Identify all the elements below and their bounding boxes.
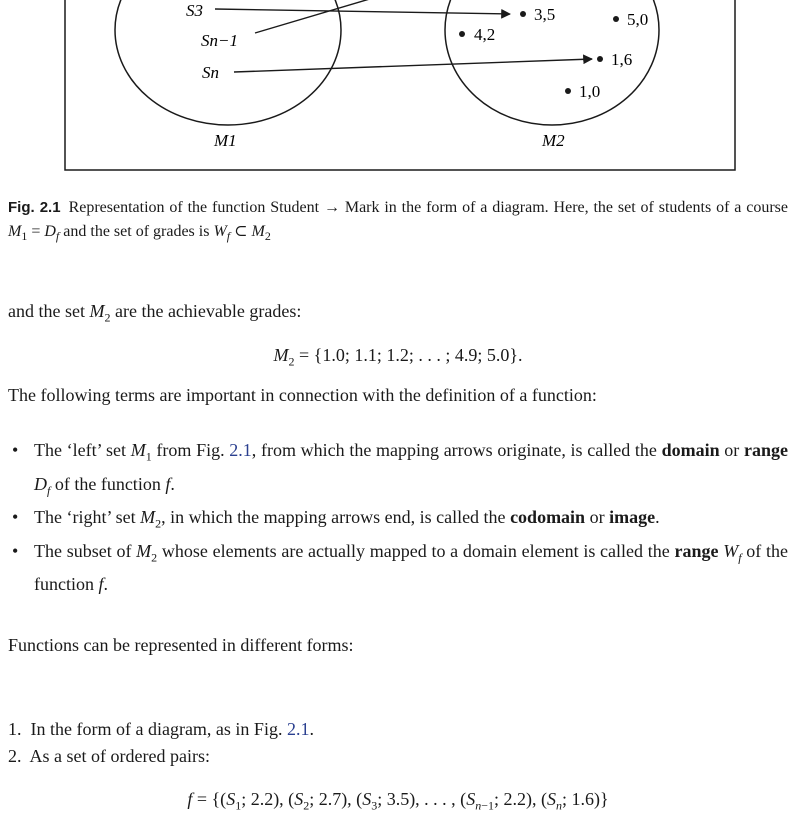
set-label-m2: M2	[542, 131, 565, 150]
point-4-2	[459, 31, 465, 37]
value-5-0: 5,0	[627, 10, 649, 29]
set-label-m1: M1	[214, 131, 237, 150]
bullet-list	[8, 437, 788, 598]
label-s3: S3	[186, 1, 203, 20]
numbered-list	[8, 716, 788, 770]
label-sn: Sn	[202, 63, 219, 82]
point-1-0	[565, 88, 571, 94]
point-1-6	[597, 56, 603, 62]
point-3-5	[520, 11, 526, 17]
figure-caption: Fig. 2.1 Representation of the function Student → Mark in the form of a diagram. Here, the set of students of a course $M_1 = D_f$ and the set of grades is $W_f$ ⊂ $M_2$	[8, 199, 788, 244]
fig-ref-link[interactable]: 2.1	[229, 440, 252, 460]
arrow-sn	[234, 59, 592, 72]
list-item-ordered-pairs: 2. As a set of ordered pairs:	[8, 746, 210, 766]
paragraph-grades: and the set $M_2$ are the achievable grades:	[8, 301, 302, 325]
point-5-0	[613, 16, 619, 22]
value-4-2: 4,2	[474, 25, 496, 44]
value-1-6: 1,6	[611, 50, 633, 69]
arrow-s3	[215, 9, 510, 14]
value-1-0: 1,0	[579, 82, 601, 101]
function-diagram	[0, 0, 800, 180]
label-sn-minus-1: Sn−1	[201, 31, 238, 50]
list-item-diagram: 1. In the form of a diagram, as in Fig. 2.1.	[8, 719, 314, 739]
bullet-domain: • The ‘left’ set $M_1$ from Fig. 2.1, from which the mapping arrows originate, is called the domain or range $D_f$ of the function f.	[8, 437, 788, 504]
paragraph-terms: The following terms are important in connection with the definition of a function:	[8, 385, 597, 405]
arrow-sn1-partial	[255, 0, 400, 33]
fig-ref-link-2[interactable]: 2.1	[286, 719, 310, 739]
equation-m2: $M_2 = \{1.0$; 1.1; 1.2; . . . ; 4.9; 5.0}.	[273, 345, 523, 369]
value-3-5: 3,5	[534, 5, 556, 24]
caption-label: Fig. 2.1	[8, 199, 61, 216]
bullet-range: • The subset of $M_2$ whose elements are actually mapped to a domain element is called the range $W_f$ of the function f.	[8, 538, 788, 599]
ordered-pairs-formula: $f = \{(S_1$; 2.2), ($S_2$; 2.7), ($S_3$; 3.5), . . . , ($S_{n-1}$; 2.2), ($S_n$; 1.6)}	[187, 789, 609, 813]
set-m1-ellipse	[115, 0, 341, 125]
paragraph-forms: Functions can be represented in different forms:	[8, 635, 354, 655]
bullet-codomain: • The ‘right’ set $M_2$, in which the mapping arrows end, is called the codomain or image.	[8, 504, 788, 538]
